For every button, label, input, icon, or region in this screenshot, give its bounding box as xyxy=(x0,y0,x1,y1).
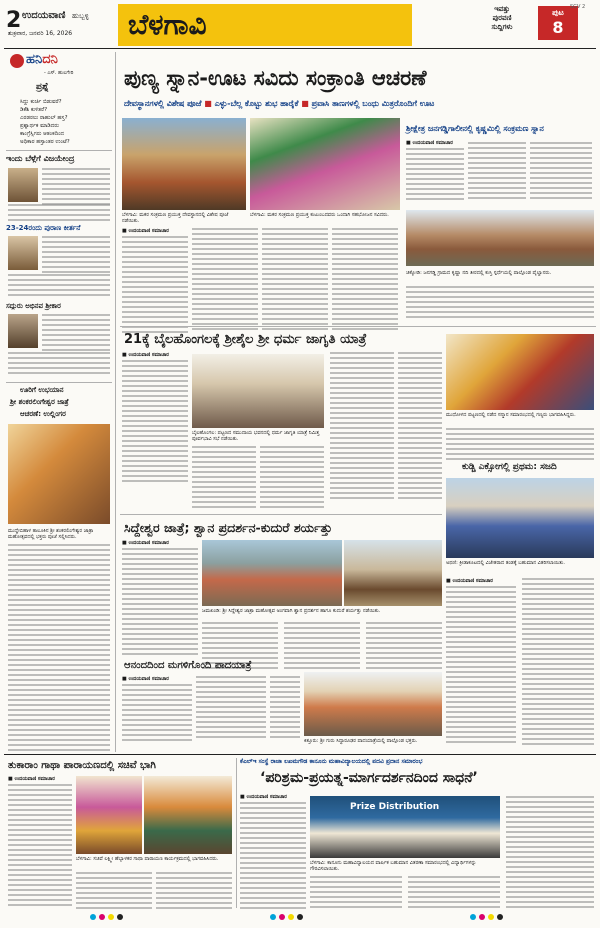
lead-dateline: ■ ಉದಯವಾಣಿ ಸಮಾಚಾರ xyxy=(122,228,169,234)
brand-byline: - ಎಸ್. ಹುಲಗೇರಿ xyxy=(44,70,74,76)
yatra-body-col1 xyxy=(122,360,188,485)
lead-subhead-b: ಎಳ್ಳು-ಬೆಲ್ಲ ಕೊಟ್ಟು ಶುಭ ಹಾರೈಕೆ xyxy=(214,99,299,108)
color-dot xyxy=(497,914,503,920)
anand-body-col2 xyxy=(196,676,266,741)
promo-line1: ಇವತ್ತು xyxy=(494,5,510,13)
tukaram-headline: ತುಕಾರಾಂ ಗಾಥಾ ಪಾರಾಯಣದಲ್ಲಿ ಸಚಿವೆ ಭಾಗಿ xyxy=(8,760,156,771)
registration-marks xyxy=(90,914,510,922)
yatra-headline: 21ಕ್ಕೆ ಬೈಲಹೊಂಗಲಕ್ಕೆ ಶ್ರೀಶೈಲ ಶ್ರೀ ಧರ್ಮ ಜಾಗೃತಿ ಯಾತ್ರೆ xyxy=(124,332,367,347)
bottom-body-col4 xyxy=(506,796,594,911)
siddeshwar-caption: ಜಮಖಂಡಿ: ಶ್ರೀ ಸಿದ್ದೇಶ್ವರ ಜಾತ್ರಾ ಮಹೋತ್ಸವ ಅಂಗವಾಗಿ ಶ್ವಾನ ಪ್ರದರ್ಶನ ಹಾಗೂ ಕುದುರೆ ಶರ್ಯತ್ತು ನಡೆಯಿತು. xyxy=(202,608,381,614)
masthead-rule xyxy=(4,48,596,49)
lead-headline: ಪುಣ್ಯ ಸ್ನಾನ-ಊಟ ಸವಿದು ಸಂಕ್ರಾಂತಿ ಆಚರಣೆ xyxy=(124,66,427,90)
masthead-brand: ಉದಯವಾಣಿ xyxy=(22,10,66,21)
side-body-col3 xyxy=(530,142,592,202)
color-dot xyxy=(270,914,276,920)
yatra-dateline: ■ ಉದಯವಾಣಿ ಸಮಾಚಾರ xyxy=(122,352,169,358)
section-title: ಬೆಳಗಾವಿ xyxy=(128,8,207,41)
color-dot xyxy=(470,914,476,920)
tukaram-photo-1 xyxy=(76,776,142,854)
yatra-body-col3 xyxy=(260,446,324,511)
bottom-kicker: ಕೆಎಲ್‌ಇ ಸಂಸ್ಥೆ ರಾಜಾ ಲಖಮಗೌಡ ಕಾನೂನು ಮಹಾವಿದ್ಯಾಲಯದಲ್ಲಿ ಪದವಿ ಪ್ರದಾನ ಸಮಾರಂಭ xyxy=(240,758,423,765)
promo-text xyxy=(470,5,534,32)
story3-body xyxy=(42,314,110,354)
side-headline: ಶ್ರೀಕ್ಷೇತ್ರ ಜನಗಡ್ಡಿಗಾಲೀನಲ್ಲಿ ಕೃಷ್ಣಮಿಲ್ಲಿ ಸಂಕ್ರಮಣ ಸ್ನಾನ xyxy=(406,124,544,133)
temple-photo xyxy=(122,118,246,210)
brand-text-a: ಹನಿ xyxy=(26,52,43,67)
question-line: ಕಾಂಗ್ರೆಸ್ಸಿಗರು ಆತಂಕದಿಂದ xyxy=(20,131,65,137)
color-dot xyxy=(488,914,494,920)
side-body-col1 xyxy=(406,148,464,203)
question-line: ಅಧಿಕಾರ ಹಸ್ತಾಂತರ ಉಂಟೆ? xyxy=(20,139,70,145)
anand-dateline: ■ ಉದಯವಾಣಿ ಸಮಾಚಾರ xyxy=(122,676,169,682)
story1-title: ಇಂದು ಬೆಳ್ಗೆಗೆ ವಿಜಯೇಂದ್ರ xyxy=(6,154,75,163)
masthead-sub: ಹುಬ್ಬಳ್ಳಿ xyxy=(72,12,89,20)
color-dot xyxy=(297,914,303,920)
color-dot xyxy=(90,914,96,920)
lead-subheads xyxy=(124,99,434,109)
question-line: ಪ್ರಶ್ನಾರ್ಥಕ ಮಾಡಿದರು xyxy=(20,123,59,129)
page-number: 2 xyxy=(6,8,22,33)
feast-photo xyxy=(250,118,400,210)
promo-line2: ಪುರವಣಿ xyxy=(492,14,512,22)
side-dateline: ■ ಉದಯವಾಣಿ ಸಮಾಚಾರ xyxy=(406,140,453,146)
anand-body-col1 xyxy=(122,684,192,744)
color-dot xyxy=(479,914,485,920)
story4-title: ಊರಿಗೆ ಉಭಯಾನ xyxy=(20,386,64,394)
lead-caption-2: ಬೆಳಗಾವಿ: ಮಕರ ಸಂಕ್ರಮಣ ಪ್ರಯುಕ್ತ ಕುಟುಂಬದವರು ಒಂದಾಗಿ ಸಹಭೋಜನ ಸವಿದರು. xyxy=(250,212,389,218)
photo-caption: ಮುದ್ದೇಬಿಹಾಳ ತಾಲೂಕಿನ ಶ್ರೀ ಶಂಕರಲಿಂಗೇಶ್ವರ ಜಾತ್ರಾ ಮಹೋತ್ಸವದಲ್ಲಿ ಭಕ್ತರು ಪೂಜೆ ಸಲ್ಲಿಸಿದರು. xyxy=(8,528,94,540)
date-line: ಶುಕ್ರವಾರ, ಜನವರಿ 16, 2026 xyxy=(8,30,73,37)
bullet-icon: ■ xyxy=(301,99,309,108)
color-dot xyxy=(108,914,114,920)
promo-badge-label: ಪುಟ xyxy=(552,8,564,17)
felicitation-photo xyxy=(446,334,594,410)
tukaram-body-col1 xyxy=(8,784,72,909)
siddeshwar-body-col3 xyxy=(284,622,360,672)
edition-label: SGV 2 xyxy=(570,4,586,10)
brand-logo-icon xyxy=(10,54,24,68)
side-body-col2 xyxy=(468,142,526,202)
story4-sub2: ಆಚರಣೆ: ಉಲ್ಲಿಂಗರ xyxy=(20,410,66,418)
question-lines xyxy=(20,98,110,146)
portrait-photo xyxy=(8,168,38,202)
question-title: ಪ್ರಶ್ನೆ xyxy=(36,82,49,92)
lead-subhead-c: ಪ್ರವಾಸಿ ತಾಣಗಳಲ್ಲಿ ಬಂಧು ಮಿತ್ರರೊಂದಿಗೆ ಊಟ xyxy=(311,99,435,108)
yatra-body-col2 xyxy=(192,446,256,511)
tukaram-dateline: ■ ಉದಯವಾಣಿ ಸಮಾಚಾರ xyxy=(8,776,55,782)
sports-headline: ಕುಡ್ಚಿ ಎಕ್ಸೋಗಲ್ಲಿ ಪ್ರಥಮ: ಸಜದಿ xyxy=(462,462,557,472)
bottom-body-col3 xyxy=(408,876,500,911)
sports-caption: ಅಥಣಿ: ಕ್ರೀಡಾಕೂಟದಲ್ಲಿ ವಿಜೇತರಾದ ತಂಡಕ್ಕೆ ಬಹುಮಾನ ವಿತರಿಸಲಾಯಿತು. xyxy=(446,560,565,566)
promo-line3: ಸುದ್ದಿಗಳು xyxy=(491,23,513,31)
wrestlers-photo xyxy=(406,210,594,266)
honor-caption: ಮುಧೋಳದ ಪಟ್ಟಣದಲ್ಲಿ ನಡೆದ ಸನ್ಮಾನ ಸಮಾರಂಭದಲ್ಲಿ ಗಣ್ಯರು ಭಾಗವಹಿಸಿದ್ದರು. xyxy=(446,412,576,418)
anand-caption: ಕಿತ್ತೂರು: ಶ್ರೀ ಗುರು ಸಿದ್ಧಾರೂಢರ ಪಾದಯಾತ್ರೆಯಲ್ಲಿ ಪಾಲ್ಗೊಂಡ ಭಕ್ತರು. xyxy=(304,738,418,744)
yatra-body-col5 xyxy=(398,352,442,502)
side-body-lower xyxy=(406,286,594,321)
brand-text-b: ದನಿ xyxy=(42,52,58,67)
divider xyxy=(6,382,112,383)
tukaram-photo-2 xyxy=(144,776,232,854)
lead-body-col2 xyxy=(192,228,258,333)
procession-photo xyxy=(304,672,442,736)
story2-body xyxy=(42,236,110,276)
story1-body-cont xyxy=(8,204,110,224)
bottom-caption: ಬೆಳಗಾವಿ: ಕಾನೂನು ಮಹಾವಿದ್ಯಾಲಯದ ವಾರ್ಷಿಕ ಬಹುಮಾನ ವಿತರಣಾ ಸಮಾರಂಭದಲ್ಲಿ ವಿದ್ಯಾರ್ಥಿಗಳನ್ನು ಗೌರವಿಸಲಾಯಿತು. xyxy=(310,860,477,872)
team-photo xyxy=(446,478,594,558)
tukaram-body-col3 xyxy=(156,872,232,912)
story3-title: ಸದ್ಗುರು ಅಭಿನವ ಶ್ರೀಕಾರ xyxy=(6,302,61,310)
question-line: ಡಿಕೆಶಿ ಕುಳಿತರೆ? xyxy=(20,107,48,113)
siddeshwar-dateline: ■ ಉದಯವಾಣಿ ಸಮಾಚಾರ xyxy=(122,540,169,546)
tukaram-body-col2 xyxy=(76,872,152,912)
bullet-icon: ■ xyxy=(204,99,212,108)
yatra-caption: ಬೈಲಹೊಂಗಲ: ಪಟ್ಟಣದ ಸಮುದಾಯ ಭವನದಲ್ಲಿ ಧರ್ಮ ಜಾಗೃತಿ ಯಾತ್ರೆ ನಿಮಿತ್ತ ಪೂರ್ವಭಾವಿ ಸಭೆ ನಡೆಯಿತು. xyxy=(192,430,320,442)
column-rule xyxy=(236,758,237,908)
section-rule xyxy=(120,514,442,515)
column-rule xyxy=(115,52,116,752)
story1-body xyxy=(42,168,110,208)
color-dot xyxy=(99,914,105,920)
anand-body-col3 xyxy=(270,676,300,741)
question-line: ಎರಡರಲು ರಾಹುಲ್ ಹಸ್ತ? xyxy=(20,115,68,121)
story2-title: 23-24ರಂದು ಪುರಾಣ ಕೀರ್ತನೆ xyxy=(6,224,81,232)
section-banner xyxy=(118,4,412,46)
dog-show-photo xyxy=(202,540,342,606)
lead-subhead-a: ದೇವಸ್ಥಾನಗಳಲ್ಲಿ ವಿಶೇಷ ಪೂಜೆ xyxy=(124,99,202,108)
side-caption: ಚಿಕ್ಕೋಡಿ: ಜನಗಡ್ಡಿ ಗ್ರಾಮದ ಕೃಷ್ಣಾ ನದಿ ತೀರದಲ್ಲಿ ಕುಸ್ತಿ ಸ್ಪರ್ಧೆಯಲ್ಲಿ ಪಾಲ್ಗೊಂಡ ಪೈಲ್ವಾನರು. xyxy=(406,270,552,276)
lead-caption-1: ಬೆಳಗಾವಿ: ಮಕರ ಸಂಕ್ರಮಣ ಪ್ರಯುಕ್ತ ದೇವಸ್ಥಾನದಲ್ಲಿ ವಿಶೇಷ ಪೂಜೆ ನಡೆಯಿತು. xyxy=(122,212,229,224)
divider xyxy=(6,150,112,151)
color-dot xyxy=(288,914,294,920)
bottom-dateline: ■ ಉದಯವಾಣಿ ಸಮಾಚಾರ xyxy=(240,794,287,800)
portrait-photo xyxy=(8,236,38,270)
yatra-body-col4 xyxy=(330,352,394,502)
portrait-photo xyxy=(8,314,38,348)
lead-body-col4 xyxy=(332,228,398,333)
tukaram-caption: ಬೆಳಗಾವಿ: ಸಚಿವೆ ಲಕ್ಷ್ಮೀ ಹೆಬ್ಬಾಳಕರ ಗಾಥಾ ಪಾರಾಯಣ ಕಾರ್ಯಕ್ರಮದಲ್ಲಿ ಭಾಗವಹಿಸಿದರು. xyxy=(76,856,219,862)
siddeshwar-body-col4 xyxy=(366,622,442,672)
sports-dateline: ■ ಉದಯವಾಣಿ ಸಮಾಚಾರ xyxy=(446,578,493,584)
anand-headline: ಆನಂದದಿಂದ ಮಗಳಿಗೊಂದಿ ಪಾದಯಾತ್ರೆ xyxy=(124,660,252,671)
story2-body-cont xyxy=(8,274,110,299)
horse-race-photo xyxy=(344,540,442,606)
sports-body-col1 xyxy=(446,586,516,746)
ceremony-photo xyxy=(8,424,110,524)
section-rule xyxy=(4,754,596,755)
bottom-headline: ‘ಪರಿಶ್ರಮ-ಪ್ರಯತ್ನ-ಮಾರ್ಗದರ್ಶನದಿಂದ ಸಾಧನೆ’ xyxy=(260,770,478,786)
siddeshwar-headline: ಸಿದ್ದೇಶ್ವರ ಜಾತ್ರೆ; ಶ್ವಾನ ಪ್ರದರ್ಶನ-ಕುದುರೆ ಶರ್ಯತ್ತು xyxy=(124,520,333,535)
brand-text xyxy=(26,52,58,67)
siddeshwar-body-col1 xyxy=(122,548,198,658)
story3-body-cont xyxy=(8,352,110,377)
bottom-body-col2 xyxy=(310,876,402,911)
promo-badge xyxy=(538,6,578,40)
honor-body xyxy=(446,428,594,463)
meeting-photo xyxy=(192,354,324,428)
bottom-body-col1 xyxy=(240,802,306,912)
lead-body-col1 xyxy=(122,236,188,336)
color-dot xyxy=(279,914,285,920)
sports-body-col2 xyxy=(522,578,594,748)
color-dot xyxy=(117,914,123,920)
section-rule xyxy=(120,326,596,327)
banner-text: Prize Distribution xyxy=(350,802,440,812)
promo-badge-number: 8 xyxy=(552,18,564,37)
story4-sub: ಶ್ರೀ ಶಂಕರಲಿಂಗೇಶ್ವರ ಜಾತ್ರೆ xyxy=(10,398,69,406)
story4-body xyxy=(8,544,110,754)
left-column xyxy=(6,52,112,757)
question-line: ಸಿದ್ದು ಕುರ್ಚಿ ಬಿಡುವರೆ? xyxy=(20,99,62,105)
lead-body-col3 xyxy=(262,228,328,333)
graduation-photo xyxy=(310,796,500,858)
